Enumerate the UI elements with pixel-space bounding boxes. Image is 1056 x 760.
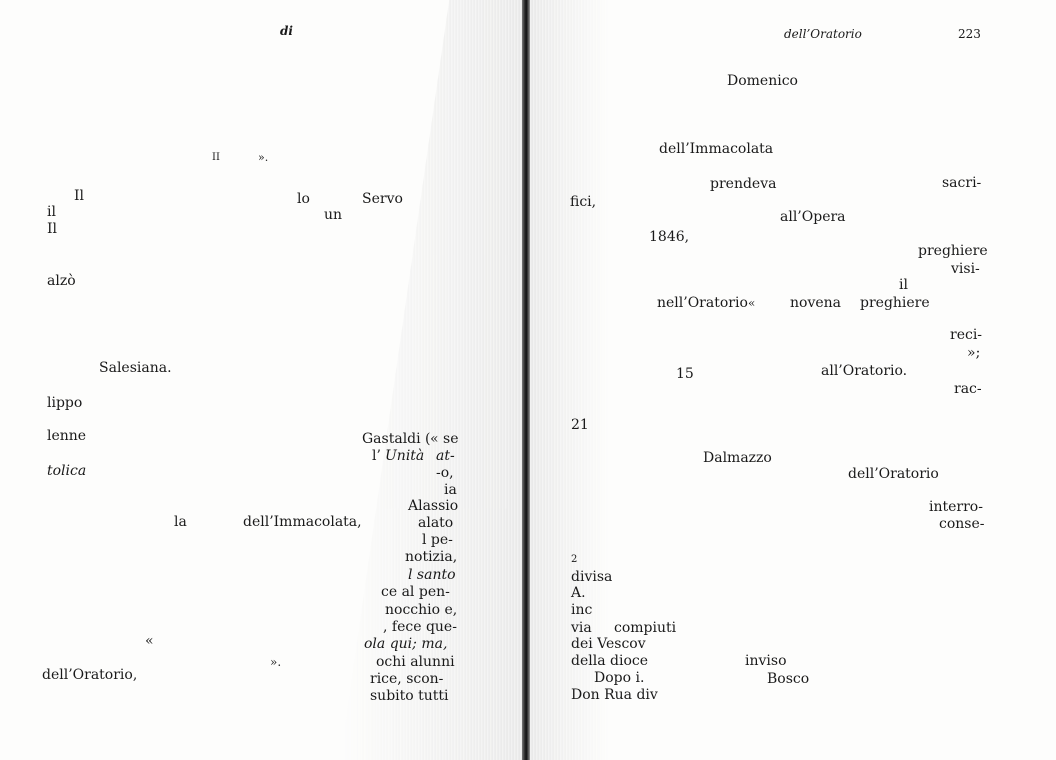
text-fragment: ».	[270, 655, 282, 669]
text-fragment: lo	[297, 191, 310, 207]
text-fragment: Servo	[362, 191, 403, 207]
text-fragment: della dioce	[571, 653, 648, 669]
text-fragment: la	[174, 514, 187, 530]
text-fragment: dell’Oratorio	[848, 466, 939, 482]
text-fragment: Unità	[385, 448, 425, 464]
text-fragment: rac-	[954, 381, 982, 397]
text-fragment: ia	[444, 482, 457, 498]
text-fragment: prendeva	[710, 176, 777, 192]
text-fragment: ochi alunni	[376, 654, 455, 670]
text-fragment: visi-	[951, 261, 980, 277]
text-fragment: sacri-	[942, 175, 982, 191]
text-fragment: 1846,	[649, 229, 690, 245]
text-fragment: ce al pen-	[381, 584, 450, 600]
text-fragment: all’Opera	[780, 209, 846, 225]
text-fragment: «	[145, 633, 154, 649]
text-fragment: inc	[571, 602, 593, 618]
text-fragment: un	[324, 207, 343, 223]
text-fragment: preghiere	[860, 295, 930, 311]
text-fragment: nell’Oratorio	[657, 295, 748, 311]
text-fragment: dell’Immacolata,	[243, 514, 362, 530]
text-fragment: , fece que-	[383, 619, 457, 635]
text-fragment: notizia,	[405, 549, 458, 565]
text-fragment: divisa	[571, 569, 613, 585]
text-fragment: « se	[430, 431, 459, 447]
text-fragment: Alassio	[408, 498, 459, 514]
left-running-head: di	[280, 24, 293, 38]
text-fragment: Il	[74, 188, 85, 204]
text-fragment: novena	[790, 295, 842, 311]
text-fragment: Dopo i.	[594, 670, 645, 686]
text-fragment: ola qui; ma,	[364, 636, 448, 652]
text-fragment: inviso	[745, 653, 787, 669]
text-fragment: l santo	[408, 567, 456, 583]
text-fragment: reci-	[950, 327, 983, 343]
text-fragment: Gastaldi (	[362, 431, 431, 447]
text-fragment: 21	[571, 417, 589, 433]
text-fragment: Domenico	[727, 73, 798, 89]
text-fragment: Salesiana.	[99, 360, 172, 376]
text-fragment: interro-	[929, 499, 983, 515]
text-fragment: l’	[372, 448, 381, 464]
text-fragment: lippo	[47, 395, 83, 411]
text-fragment: all’Oratorio.	[821, 363, 908, 379]
text-fragment: preghiere	[918, 243, 988, 259]
text-fragment: alzò	[47, 273, 76, 289]
text-fragment: Il	[47, 221, 58, 237]
text-fragment: dei Vescov	[571, 636, 646, 652]
book-spine	[522, 0, 530, 760]
text-fragment: II	[212, 152, 220, 163]
text-fragment: A.	[571, 585, 586, 601]
text-fragment: via	[571, 620, 592, 636]
text-fragment: l pe-	[422, 532, 453, 548]
page-number: 223	[958, 27, 981, 41]
right-running-head: dell’Oratorio	[784, 27, 862, 41]
text-fragment: 15	[676, 366, 694, 382]
text-fragment: il	[47, 204, 56, 220]
text-fragment: lenne	[47, 428, 87, 444]
text-fragment: subito tutti	[370, 688, 449, 704]
text-fragment: 2	[571, 554, 578, 565]
text-fragment: -o,	[436, 465, 454, 481]
text-fragment: «	[748, 296, 756, 310]
text-fragment: il	[899, 277, 908, 293]
text-fragment: Don Rua div	[571, 687, 658, 703]
text-fragment: compiuti	[614, 620, 677, 636]
text-fragment: Bosco	[767, 671, 810, 687]
text-fragment: nocchio e,	[385, 602, 458, 618]
text-fragment: at-	[436, 448, 455, 464]
text-fragment: conse-	[939, 516, 985, 532]
text-fragment: »;	[967, 345, 981, 361]
text-fragment: alato	[418, 515, 454, 531]
text-fragment: fici,	[570, 194, 597, 210]
text-fragment: dell’Oratorio,	[42, 667, 138, 683]
text-fragment: tolica	[47, 463, 87, 479]
text-fragment: ».	[258, 151, 269, 164]
text-fragment: rice, scon-	[370, 671, 444, 687]
text-fragment: Dalmazzo	[703, 450, 772, 466]
text-fragment: dell’Immacolata	[659, 141, 774, 157]
